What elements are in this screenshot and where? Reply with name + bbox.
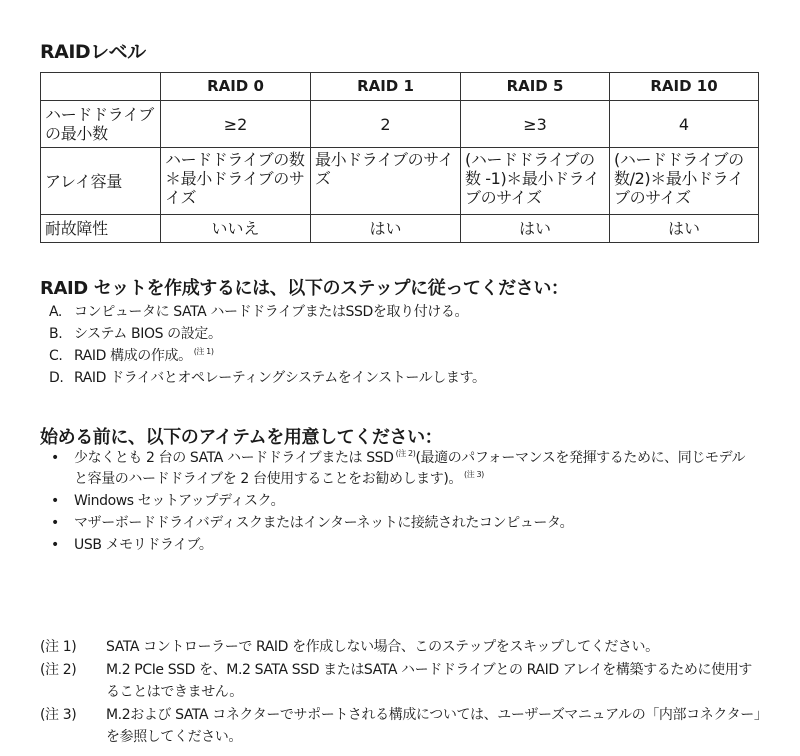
step-marker: A. [49,304,62,320]
table-cell: 2 [311,101,461,148]
list-item [0,490,754,512]
item-text: 少なくとも 2 台の SATA ハードドライブまたは SSD [74,450,394,466]
table-cell: ハードドライブの数＊最小ドライブのサイズ [161,148,311,215]
steps-list [0,301,486,389]
item-text: USB メモリドライブ。 [74,537,213,553]
footnote-ref: (注 3) [464,470,484,480]
item-text: Windows セットアップディスク。 [74,493,285,509]
footnote-ref: (注 2) [395,449,416,459]
table-cell: はい [461,215,610,243]
table-header-cell: RAID 1 [311,73,461,101]
step-marker: C. [49,348,63,364]
row-label: 耐故障性 [41,215,161,243]
footnote-text: M.2 PCIe SSD を、M.2 SATA SSD またはSATA ハードドライブとの RAID アレイを構築するために使用することはできません。 [106,662,752,700]
table-cell: ≥2 [161,101,311,148]
table-cell: 最小ドライブのサイズ [311,148,461,215]
footnote-text: M.2および SATA コネクターでサポートされる構成については、ユーザーズマニュアルの「内部コネクター」を参照してください。 [106,707,761,745]
table-cell: 4 [610,101,759,148]
table-header-cell [41,73,161,101]
table-header-row [41,73,759,101]
steps-heading: RAID セットを作成するには、以下のステップに従ってください： [40,278,569,299]
list-item [0,367,486,389]
bullet-icon: • [51,493,59,509]
bullet-icon: • [51,537,59,553]
footnote-text: SATA コントローラーで RAID を作成しない場合、このステップをスキップしてください。 [106,639,659,655]
row-label: ハードドライブの最小数 [41,101,161,148]
footnote-label: (注 1) [40,639,77,655]
footnote [0,704,761,748]
table-header-cell: RAID 0 [161,73,311,101]
step-text: コンピュータに SATA ハードドライブまたはSSDを取り付ける。 [74,304,469,320]
list-item [0,448,754,490]
row-label: アレイ容量 [41,148,161,215]
table-row [41,148,759,215]
table-cell: ≥3 [461,101,610,148]
bullet-icon: • [51,450,59,466]
footnote-label: (注 3) [40,707,77,723]
list-item [0,534,754,556]
list-item [0,323,486,345]
bullet-icon: • [51,515,59,531]
item-text: (最適のパフォーマンスを発揮するために、同じモデルと容量のハードドライブを 2 台使用することをお勧めします)。 [74,450,746,487]
table-cell: はい [610,215,759,243]
table-row [41,215,759,243]
step-marker: B. [49,326,63,342]
table-header-cell: RAID 5 [461,73,610,101]
raid-levels-heading: RAIDレベル [40,41,146,63]
footnote-label: (注 2) [40,662,77,678]
table-cell: (ハードドライブの数 -1)＊最小ドライブのサイズ [461,148,610,215]
table-cell: はい [311,215,461,243]
list-item [0,512,754,534]
raid-levels-table [40,72,759,243]
footnote [0,659,761,703]
step-text: システム BIOS の設定。 [74,326,222,342]
step-text: RAID 構成の作成。 [74,348,192,364]
list-item [0,301,486,323]
list-item [0,345,486,367]
table-header-cell: RAID 10 [610,73,759,101]
footnotes [0,636,761,749]
item-text: マザーボードドライバディスクまたはインターネットに接続されたコンピュータ。 [74,515,574,531]
footnote [0,636,761,658]
prerequisites-list [0,448,754,556]
footnote-ref: (注 1) [193,347,214,357]
table-row [41,101,759,148]
step-text: RAID ドライバとオペレーティングシステムをインストールします。 [74,370,486,386]
table-cell: (ハードドライブの数/2)＊最小ドライブのサイズ [610,148,759,215]
step-marker: D. [49,370,64,386]
table-cell: いいえ [161,215,311,243]
prerequisites-heading: 始める前に、以下のアイテムを用意してください： [40,427,443,448]
